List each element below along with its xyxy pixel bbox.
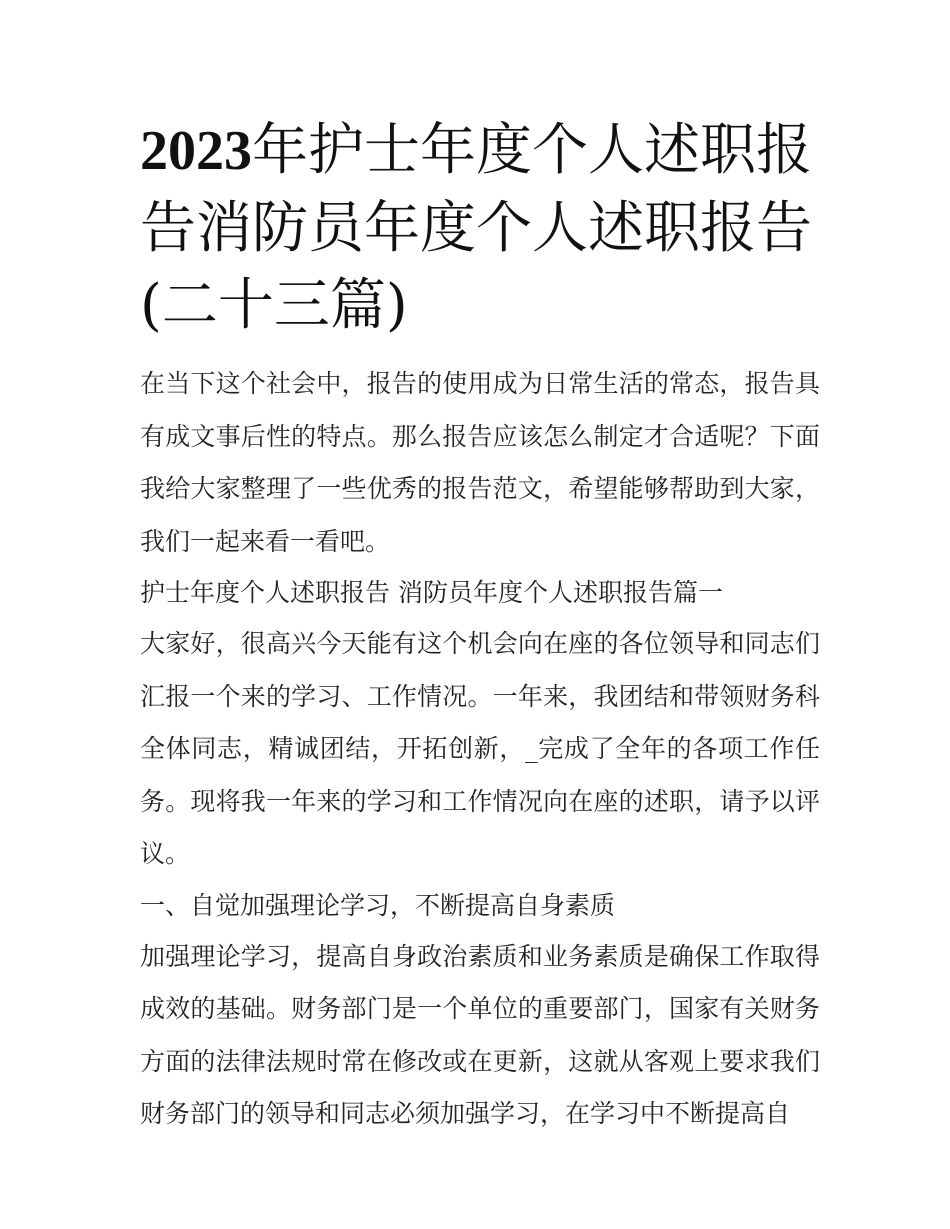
body-paragraph-2: 加强理论学习，提高自身政治素质和业务素质是确保工作取得成效的基础。财务部门是一个单位的重要部门，国家有关财务方面的法律法规时常在修改或在更新，这就从客观上要求我们财务部门的领导和同志必须加强学习，在学习中不断提高自 [140, 941, 820, 1128]
document-title [140, 112, 820, 344]
document-body [140, 358, 820, 1141]
section-heading: 护士年度个人述职报告 消防员年度个人述职报告篇一 [140, 578, 723, 607]
intro-paragraph: 在当下这个社会中，报告的使用成为日常生活的常态，报告具有成文事后性的特点。那么报告应该怎么制定才合适呢？下面我给大家整理了一些优秀的报告范文，希望能够帮助到大家，我们一起来看一看吧。 [140, 369, 820, 556]
subheading: 一、自觉加强理论学习，不断提高自身素质 [140, 890, 616, 920]
title-year: 2023 [140, 120, 252, 182]
title-text: 年护士年度个人述职报告消防员年度个人述职报告(二十三篇) [140, 118, 812, 338]
body-paragraph-1: 大家好，很高兴今天能有这个机会向在座的各位领导和同志们汇报一个来的学习、工作情况。一年来，我团结和带领财务科全体同志，精诚团结，开拓创新，_完成了全年的各项工作任务。现将我一年来的学习和工作情况向在座的述职，请予以评议。 [140, 629, 820, 868]
